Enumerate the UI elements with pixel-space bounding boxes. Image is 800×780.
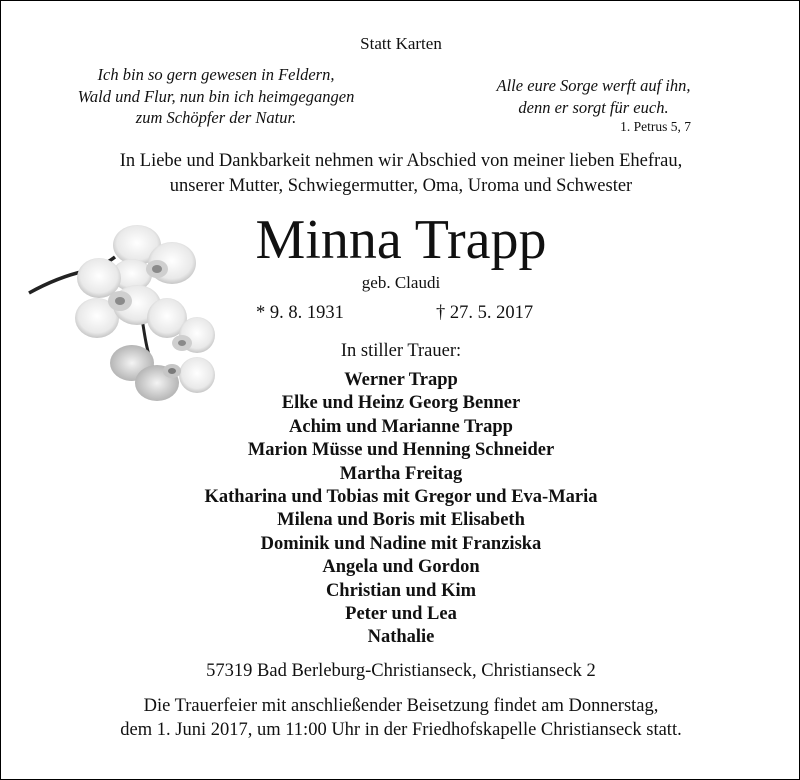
mourning-heading: In stiller Trauer: xyxy=(340,341,462,361)
mourner-name: Christian und Kim xyxy=(325,580,477,601)
intro-text xyxy=(41,149,761,199)
funeral-line: dem 1. Juni 2017, um 11:00 Uhr in der Friedhofskapelle Christianseck statt. xyxy=(120,720,682,740)
mourner-name: Martha Freitag xyxy=(339,463,463,484)
mourner-name: Marion Müsse und Henning Schneider xyxy=(247,440,555,461)
quote-left-line: Ich bin so gern gewesen in Feldern, xyxy=(97,65,335,84)
quote-left-line: Wald und Flur, nun bin ich heimgegangen xyxy=(77,86,355,106)
quote-left xyxy=(51,64,381,129)
quote-right xyxy=(451,75,736,118)
quote-right-line: Alle eure Sorge werft auf ihn, xyxy=(496,76,691,95)
mourner-list xyxy=(81,369,721,650)
death-date: † 27. 5. 2017 xyxy=(436,303,534,323)
header-statt-karten: Statt Karten xyxy=(360,34,442,53)
funeral-line: Die Trauerfeier mit anschließender Beisetzung findet am Donnerstag, xyxy=(143,696,659,716)
quote-left-line: zum Schöpfer der Natur. xyxy=(135,108,297,127)
birth-name: geb. Claudi xyxy=(361,273,441,292)
birth-date: * 9. 8. 1931 xyxy=(256,303,344,323)
intro-line: In Liebe und Dankbarkeit nehmen wir Abschied von meiner lieben Ehefrau, xyxy=(119,151,683,171)
quote-reference: 1. Petrus 5, 7 xyxy=(620,119,691,134)
mourner-name: Katharina und Tobias mit Gregor und Eva-Maria xyxy=(204,487,598,508)
mourner-name: Peter und Lea xyxy=(345,604,457,625)
mourner-name: Milena und Boris mit Elisabeth xyxy=(277,510,525,531)
quote-right-line: denn er sorgt für euch. xyxy=(518,97,669,117)
funeral-info xyxy=(41,694,761,742)
mourner-name: Dominik und Nadine mit Franziska xyxy=(260,533,542,554)
mourner-name: Werner Trapp xyxy=(344,370,458,390)
mourner-name: Nathalie xyxy=(367,627,435,648)
mourner-name: Achim und Marianne Trapp xyxy=(289,416,513,437)
deceased-name: Minna Trapp xyxy=(255,209,547,271)
mourner-name: Elke und Heinz Georg Benner xyxy=(281,393,521,414)
intro-line: unserer Mutter, Schwiegermutter, Oma, Uroma und Schwester xyxy=(169,176,633,196)
address: 57319 Bad Berleburg-Christianseck, Christianseck 2 xyxy=(206,661,596,681)
mourner-name: Angela und Gordon xyxy=(322,557,480,578)
